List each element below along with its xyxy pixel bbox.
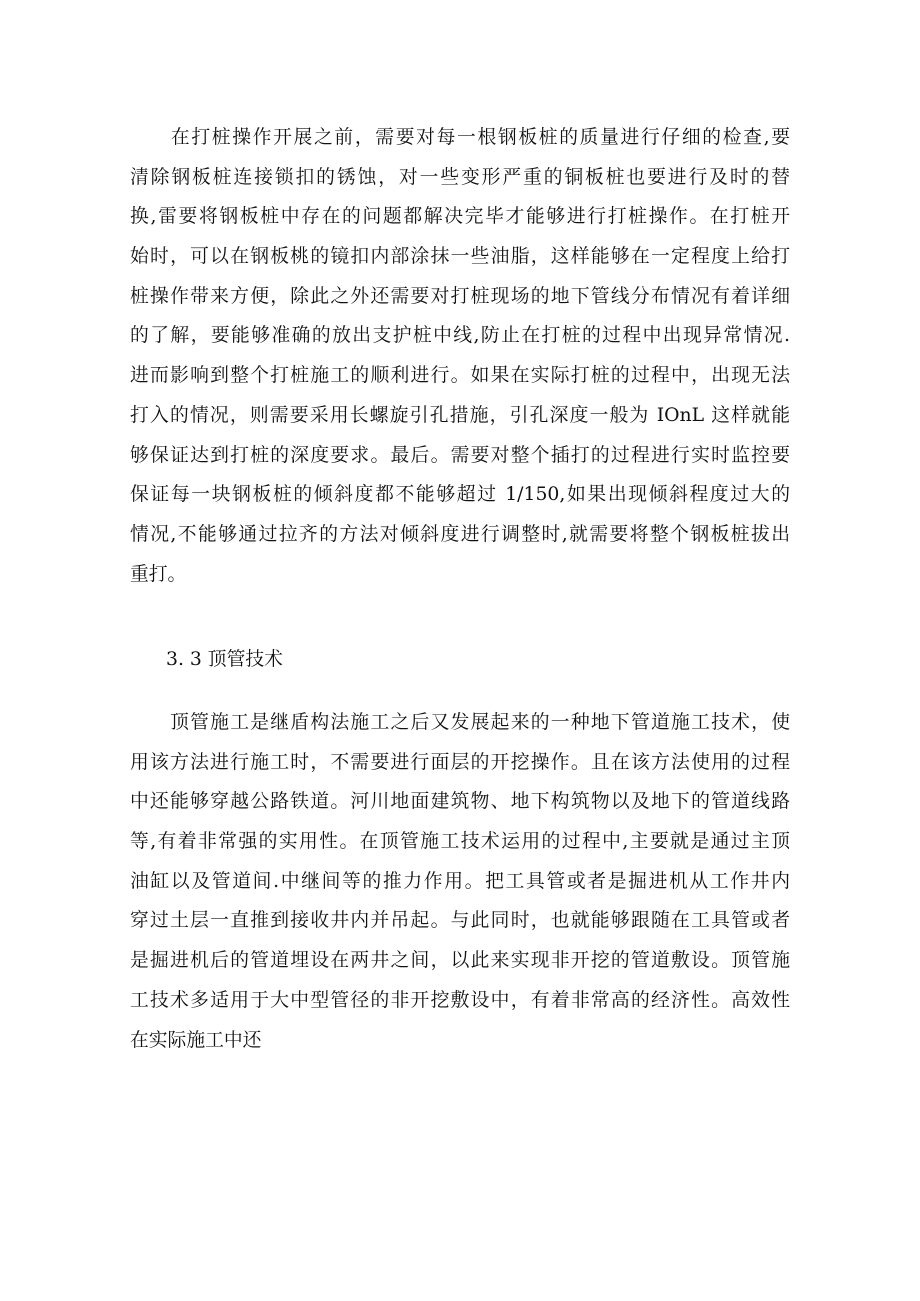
paragraph-line: 是掘进机后的管道埋设在两井之间，以此来实现非开挖的管道敷设。顶管施 [130, 950, 790, 972]
paragraph-line: 油缸以及管道间.中继间等的推力作用。把工具管或者是掘进机从工作井内 [130, 870, 790, 892]
paragraph-line: 在打桩操作开展之前，需要对每一根钢板桩的质量进行仔细的检查,要 [130, 127, 790, 148]
paragraph-line: 情况,不能够通过拉齐的方法对倾斜度进行调整时,就需要将整个钢板桩拔出 [130, 523, 790, 545]
paragraph-line: 在实际施工中还 [130, 1029, 262, 1051]
section-heading: 3. 3 顶管技术 [166, 649, 283, 670]
paragraph-pile-driving [130, 118, 790, 594]
paragraph-line: 用该方法进行施工时，不需要进行面层的开挖操作。且在该方法使用的过程 [130, 751, 790, 773]
paragraph-line: 工技术多适用于大中型管径的非开挖敷设中，有着非常高的经济性。高效性 [130, 989, 790, 1011]
paragraph-line: 打入的情况，则需要采用长螺旋引孔措施，引孔深度一般为 IOnL 这样就能 [130, 404, 790, 426]
paragraph-line: 换,雷要将钢板桩中存在的问题都解决完毕才能够进行打桩操作。在打桩开 [130, 206, 790, 228]
paragraph-line: 保证每一块钢板桩的倾斜度都不能够超过 1/150,如果出现倾斜程度过大的 [130, 484, 790, 506]
paragraph-line: 重打。 [130, 563, 187, 585]
paragraph-pipe-jacking [130, 703, 790, 1060]
paragraph-line: 进而影响到整个打桩施工的顺利进行。如果在实际打桩的过程中，出现无法 [130, 365, 790, 387]
paragraph-line: 桩操作带来方便，除此之外还需要对打桩现场的地下管线分布情况有着详细 [130, 285, 790, 307]
paragraph-line: 始时，可以在钢板桃的镜扣内部涂抹一些油脂，这样能够在一定程度上给打 [130, 246, 790, 268]
paragraph-line: 穿过土层一直推到接收井内并吊起。与此同时，也就能够跟随在工具管或者 [130, 910, 790, 932]
paragraph-line: 的了解，要能够准确的放出支护桩中线,防止在打桩的过程中出现异常情况. [130, 325, 790, 347]
paragraph-line: 中还能够穿越公路铁道。河川地面建筑物、地下构筑物以及地下的管道线路 [130, 791, 790, 813]
paragraph-line: 清除钢板桩连接锁扣的锈蚀，对一些变形严重的铜板桩也要进行及时的替 [130, 166, 790, 188]
paragraph-line: 够保证达到打桩的深度要求。最后。需要对整个插打的过程进行实时监控要 [130, 444, 790, 466]
paragraph-line: 顶管施工是继盾构法施工之后又发展起来的一种地下管道施工技术，使 [130, 712, 790, 733]
paragraph-line: 等,有着非常强的实用性。在顶管施工技术运用的过程中,主要就是通过主顶 [130, 831, 790, 853]
